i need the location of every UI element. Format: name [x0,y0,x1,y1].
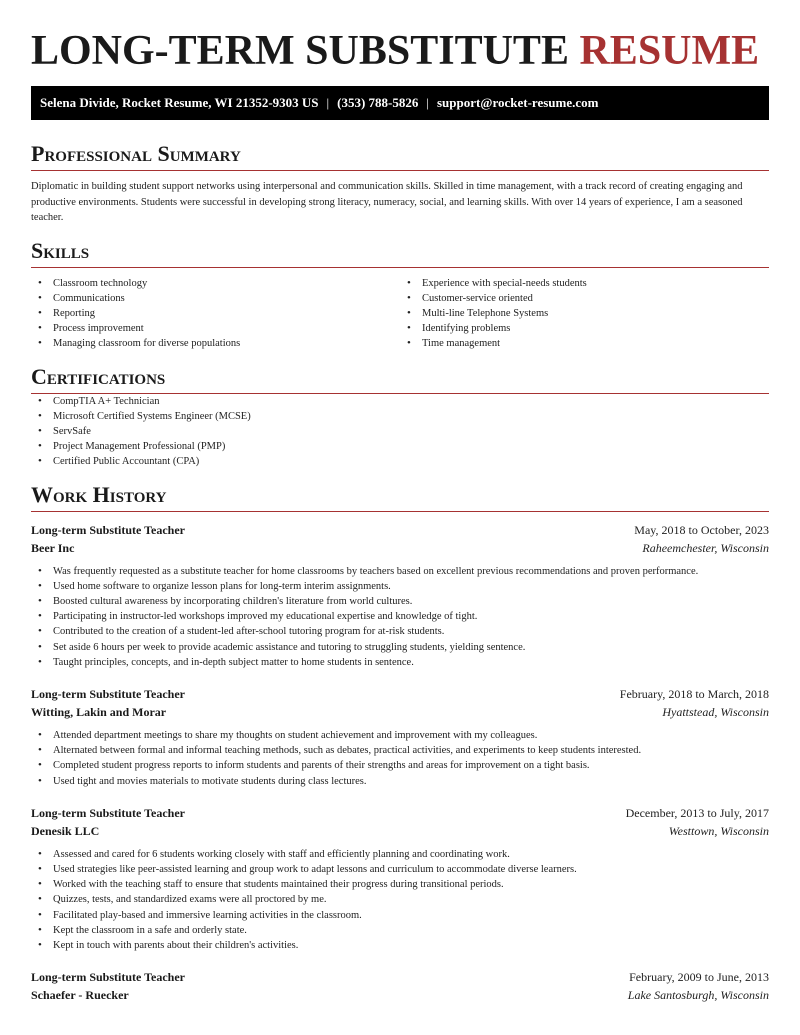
contact-email[interactable]: support@rocket-resume.com [437,95,599,110]
job-company: Witting, Lakin and Morar [31,704,167,719]
job-bullet: • Assessed and cared for 6 students working closely with staff and efficiently planning and coordinating work. [31,847,769,862]
contact-phone: (353) 788-5826 [337,95,419,110]
job-location: Lake Santosburgh, Wisconsin [627,988,769,1003]
certification-item: • ServSafe [31,424,769,439]
skills-heading: Skills [31,238,769,268]
job-bullet: • Participating in instructor-led workshops improved my educational expertise and knowledge of tight. [31,609,769,624]
job-title: Long-term Substitute Teacher [31,522,185,537]
job-location: Westtown, Wisconsin [668,823,769,838]
job-bullet: • Boosted cultural awareness by incorporating children's literature from world cultures. [31,594,769,609]
skill-item: • Managing classroom for diverse populations [31,336,400,351]
job-dates: May, 2018 to October, 2023 [634,522,769,537]
job-bullet: • Facilitated play-based and immersive learning activities in the classroom. [31,908,769,923]
skills-columns [31,276,769,352]
job-dates: December, 2013 to July, 2017 [625,805,769,820]
skills-list-left [31,276,400,352]
skill-item: • Customer-service oriented [400,291,769,306]
certification-item: • Microsoft Certified Systems Engineer (MCSE) [31,409,769,424]
job-dates: February, 2009 to June, 2013 [629,970,769,985]
job-company: Schaefer - Ruecker [31,988,129,1003]
job-entry [31,804,769,953]
job-company: Beer Inc [31,540,75,555]
certification-item: • Project Management Professional (PMP) [31,439,769,454]
job-title: Long-term Substitute Teacher [31,970,185,985]
job-title: Long-term Substitute Teacher [31,686,185,701]
job-bullets [31,847,769,953]
contact-separator: | [426,95,429,110]
skill-item: • Classroom technology [31,276,400,291]
job-bullet: • Completed student progress reports to inform students and parents of their strengths and areas for improvement on a tight basis. [31,758,769,773]
job-bullet: • Worked with the teaching staff to ensure that students maintained their progress during transitional periods. [31,877,769,892]
job-bullet: • Contributed to the creation of a student-led after-school tutoring program for at-risk students. [31,624,769,639]
title-accent: RESUME [579,28,760,74]
job-entry [31,968,769,1004]
job-bullet: • Attended department meetings to share my thoughts on student achievement and improvement with my colleagues. [31,728,769,743]
work-history-heading: Work History [31,482,769,512]
job-location: Hyattstead, Wisconsin [662,704,769,719]
skill-item: • Process improvement [31,321,400,336]
summary-heading: Professional Summary [31,141,769,171]
job-location: Raheemchester, Wisconsin [642,540,769,555]
contact-separator: | [326,95,330,110]
certification-item: • Certified Public Accountant (CPA) [31,454,769,469]
job-bullet: • Alternated between formal and informal teaching methods, such as debates, practical activities, and experiments to keep students interested. [31,743,769,758]
certification-item: • CompTIA A+ Technician [31,394,769,409]
job-bullet: • Used tight and movies materials to motivate students during class lectures. [31,774,769,789]
job-bullet: • Was frequently requested as a substitute teacher for home classrooms by teachers based on excellent previous recommendations and proven performance. [31,564,769,579]
job-bullet: • Used home software to organize lesson plans for long-term interim assignments. [31,579,769,594]
skill-item: • Communications [31,291,400,306]
skill-item: • Experience with special-needs students [400,276,769,291]
skill-item: • Multi-line Telephone Systems [400,306,769,321]
certifications-list [31,394,769,470]
job-dates: February, 2018 to March, 2018 [619,686,769,701]
skill-item: • Identifying problems [400,321,769,336]
job-bullet: • Kept the classroom in a safe and orderly state. [31,923,769,938]
job-bullets [31,728,769,789]
job-company: Denesik LLC [31,823,100,838]
job-bullets [31,564,769,670]
title-main: LONG-TERM SUBSTITUTE [31,28,569,74]
job-entry [31,521,769,670]
job-bullet: • Set aside 6 hours per week to provide academic assistance and tutoring to struggling students, yielding sentence. [31,640,769,655]
contact-address: Selena Divide, Rocket Resume, WI 21352-9303 US [40,95,319,110]
resume-title [31,0,769,86]
job-bullet: • Used strategies like peer-assisted learning and group work to adapt lessons and curriculum to accommodate diverse learners. [31,862,769,877]
contact-bar [31,86,769,120]
job-entry [31,685,769,789]
skills-list-right [400,276,769,352]
skill-item: • Reporting [31,306,400,321]
job-bullet: • Kept in touch with parents about their children's activities. [31,938,769,953]
summary-text: Diplomatic in building student support networks using interpersonal and communication skills. Skilled in time management, with a track record of creating engaging and productive environments. Students were successful in developing strong literacy, numeracy, social, and learning skills. With over 14 years of experience, I am a seasoned teacher. [31,181,743,223]
skill-item: • Time management [400,336,769,351]
job-bullet: • Quizzes, tests, and standardized exams were all proctored by me. [31,892,769,907]
job-bullet: • Taught principles, concepts, and in-depth subject matter to home students in sentence. [31,655,769,670]
certifications-heading: Certifications [31,364,769,394]
job-title: Long-term Substitute Teacher [31,805,185,820]
